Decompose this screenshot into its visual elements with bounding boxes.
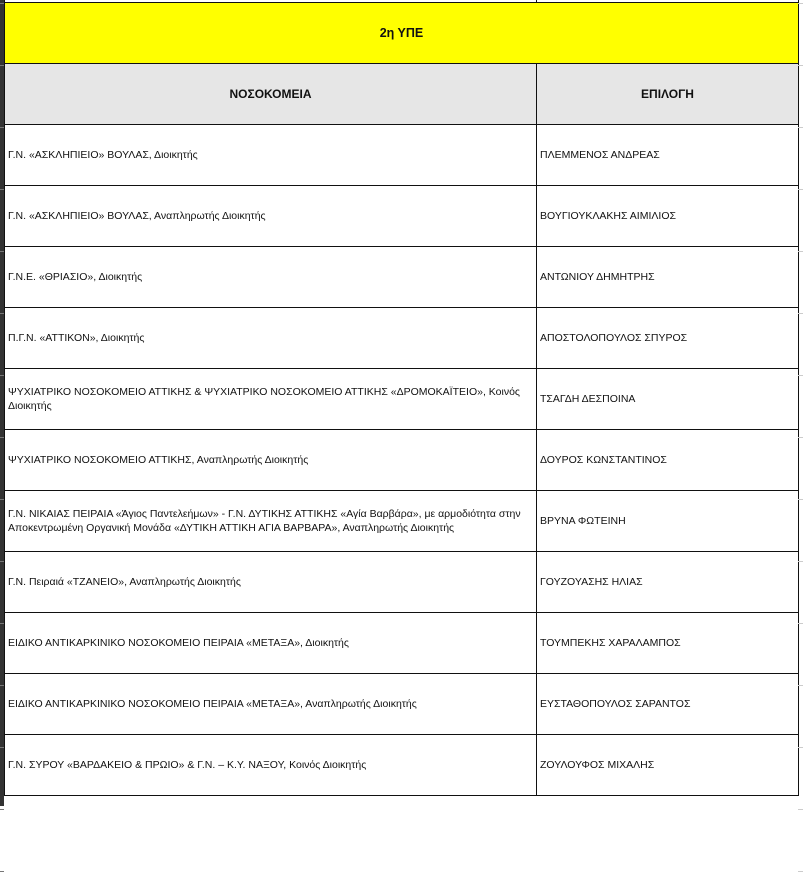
row-boundary-tick — [0, 313, 4, 314]
row-boundary-tick — [0, 561, 4, 562]
selection-cell: ΑΠΟΣΤΟΛΟΠΟΥΛΟΣ ΣΠΥΡΟΣ — [537, 308, 799, 369]
table-row — [5, 125, 799, 186]
row-boundary-tick — [0, 251, 4, 252]
selection-cell: ΒΡΥΝΑ ΦΩΤΕΙΝΗ — [537, 491, 799, 552]
gridline-stub — [798, 623, 803, 624]
gridline-stub — [798, 809, 803, 810]
column-header-selection: ΕΠΙΛΟΓΗ — [537, 64, 799, 125]
table-header-row — [5, 64, 799, 125]
table-row — [5, 186, 799, 247]
gridline-stub — [798, 313, 803, 314]
table-row — [5, 430, 799, 491]
selection-cell: ΤΣΑΓΔΗ ΔΕΣΠΟΙΝΑ — [537, 369, 799, 430]
hospital-cell: Γ.Ν. ΣΥΡΟΥ «ΒΑΡΔΑΚΕΙΟ & ΠΡΩΙΟ» & Γ.Ν. – Κ.Υ. ΝΑΞΟΥ, Κοινός Διοικητής — [5, 735, 537, 796]
row-boundary-tick — [0, 3, 4, 4]
row-boundary-tick — [0, 747, 4, 748]
selection-cell: ΖΟΥΛΟΥΦΟΣ ΜΙΧΑΛΗΣ — [537, 735, 799, 796]
row-boundary-tick — [0, 623, 4, 624]
table-row — [5, 491, 799, 552]
row-boundary-tick — [0, 65, 4, 66]
document-sheet — [4, 0, 798, 796]
gridline-stub — [798, 251, 803, 252]
row-boundary-tick — [0, 685, 4, 686]
table-row — [5, 613, 799, 674]
hospital-cell: ΕΙΔΙΚΟ ΑΝΤΙΚΑΡΚΙΝΙΚΟ ΝΟΣΟΚΟΜΕΙΟ ΠΕΙΡΑΙΑ «ΜΕΤΑΞΑ», Αναπληρωτής Διοικητής — [5, 674, 537, 735]
region-title: 2η ΥΠΕ — [5, 3, 799, 64]
selection-cell: ΓΟΥΖΟΥΑΣΗΣ ΗΛΙΑΣ — [537, 552, 799, 613]
row-boundary-tick — [0, 375, 4, 376]
row-boundary-tick — [0, 499, 4, 500]
table-row — [5, 735, 799, 796]
row-boundary-tick — [0, 809, 4, 810]
gridline-stub — [798, 375, 803, 376]
hospital-cell: Π.Γ.Ν. «ΑΤΤΙΚΟΝ», Διοικητής — [5, 308, 537, 369]
hospital-cell: ΕΙΔΙΚΟ ΑΝΤΙΚΑΡΚΙΝΙΚΟ ΝΟΣΟΚΟΜΕΙΟ ΠΕΙΡΑΙΑ «ΜΕΤΑΞΑ», Διοικητής — [5, 613, 537, 674]
row-boundary-tick — [0, 127, 4, 128]
gridline-stub — [798, 685, 803, 686]
gridline-stub — [798, 499, 803, 500]
gridline-stub — [798, 561, 803, 562]
selection-cell: ΔΟΥΡΟΣ ΚΩΝΣΤΑΝΤΙΝΟΣ — [537, 430, 799, 491]
table-row — [5, 247, 799, 308]
gridline-stub — [798, 747, 803, 748]
table-row — [5, 369, 799, 430]
gridline-stub — [798, 3, 803, 4]
region-title-row — [5, 3, 799, 64]
row-boundary-tick — [0, 437, 4, 438]
hospital-cell: Γ.Ν. «ΑΣΚΛΗΠΙΕΙΟ» ΒΟΥΛΑΣ, Διοικητής — [5, 125, 537, 186]
selection-cell: ΑΝΤΩΝΙΟΥ ΔΗΜΗΤΡΗΣ — [537, 247, 799, 308]
gridline-stub — [798, 127, 803, 128]
selection-cell: ΠΛΕΜΜΕΝΟΣ ΑΝΔΡΕΑΣ — [537, 125, 799, 186]
gridline-stub — [798, 65, 803, 66]
gridline-stub — [798, 437, 803, 438]
hospital-cell: Γ.Ν.Ε. «ΘΡΙΑΣΙΟ», Διοικητής — [5, 247, 537, 308]
hospital-cell: Γ.Ν. «ΑΣΚΛΗΠΙΕΙΟ» ΒΟΥΛΑΣ, Αναπληρωτής Διοικητής — [5, 186, 537, 247]
row-boundary-tick — [0, 189, 4, 190]
hospital-cell: Γ.Ν. Πειραιά «ΤΖΑΝΕΙΟ», Αναπληρωτής Διοικητής — [5, 552, 537, 613]
hospital-cell: Γ.Ν. ΝΙΚΑΙΑΣ ΠΕΙΡΑΙΑ «Άγιος Παντελεήμων» - Γ.Ν. ΔΥΤΙΚΗΣ ΑΤΤΙΚΗΣ «Αγία Βαρβάρα», με αρμοδιότητα στην Αποκεντρωμένη Οργανική Μονάδα «ΔΥΤΙΚΗ ΑΤΤΙΚΗ ΑΓΙΑ ΒΑΡΒΑΡΑ», Αναπληρωτής Διοικητής — [5, 491, 537, 552]
hospital-cell: ΨΥΧΙΑΤΡΙΚΟ ΝΟΣΟΚΟΜΕΙΟ ΑΤΤΙΚΗΣ, Αναπληρωτής Διοικητής — [5, 430, 537, 491]
gridline-stub — [798, 189, 803, 190]
column-header-hospitals: ΝΟΣΟΚΟΜΕΙΑ — [5, 64, 537, 125]
table-row — [5, 674, 799, 735]
selection-cell: ΒΟΥΓΙΟΥΚΛΑΚΗΣ ΑΙΜΙΛΙΟΣ — [537, 186, 799, 247]
selection-cell: ΤΟΥΜΠΕΚΗΣ ΧΑΡΑΛΑΜΠΟΣ — [537, 613, 799, 674]
hospital-cell: ΨΥΧΙΑΤΡΙΚΟ ΝΟΣΟΚΟΜΕΙΟ ΑΤΤΙΚΗΣ & ΨΥΧΙΑΤΡΙΚΟ ΝΟΣΟΚΟΜΕΙΟ ΑΤΤΙΚΗΣ «ΔΡΟΜΟΚΑΪΤΕΙΟ», Κοινός Διοικητής — [5, 369, 537, 430]
hospital-assignments-table — [4, 0, 799, 796]
selection-cell: ΕΥΣΤΑΘΟΠΟΥΛΟΣ ΣΑΡΑΝΤΟΣ — [537, 674, 799, 735]
table-row — [5, 308, 799, 369]
table-row — [5, 552, 799, 613]
